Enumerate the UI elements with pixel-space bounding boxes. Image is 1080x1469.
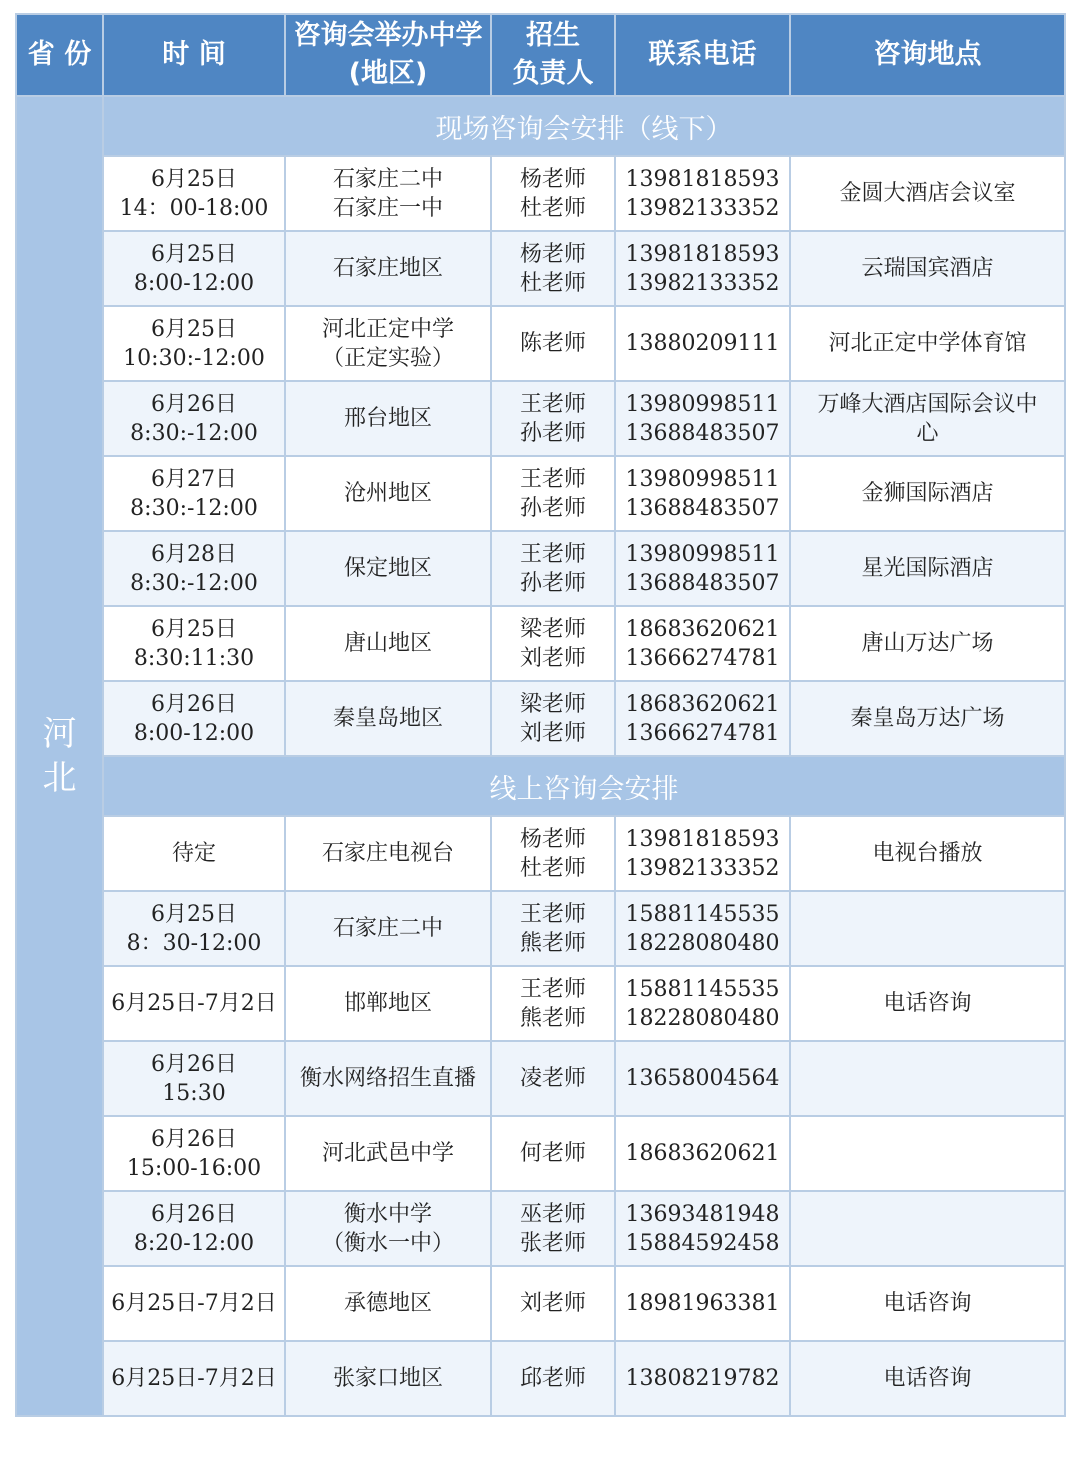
person-line: 杜老师 (519, 855, 586, 881)
phone-line: 15881145535 (625, 901, 780, 927)
online-row (16, 816, 1065, 891)
schedule-table (15, 13, 1066, 1417)
online-phone-cell (615, 1191, 790, 1266)
header-person-line: 负责人 (512, 58, 594, 89)
offline-location-cell (790, 606, 1065, 681)
location-line: 电话咨询 (883, 991, 972, 1016)
person-line: 刘老师 (519, 1291, 586, 1316)
school-line: 承德地区 (343, 1291, 432, 1316)
offline-school-cell (285, 606, 491, 681)
online-phone-cell (615, 1116, 790, 1191)
phone-line: 18683620621 (625, 1141, 780, 1166)
header-province: 省 份 (16, 14, 103, 96)
phone-line: 13980998511 (625, 541, 780, 567)
online-time-cell (103, 1041, 285, 1116)
school-line: 石家庄电视台 (321, 841, 454, 866)
person-line: 王老师 (519, 901, 586, 927)
offline-school-cell (285, 306, 491, 381)
phone-line: 18228080480 (625, 1005, 780, 1031)
online-location-cell (790, 1041, 1065, 1116)
time-line: 6月25日 (151, 901, 237, 927)
location-line: 秦皇岛万达广场 (850, 706, 1005, 731)
phone-line: 13688483507 (625, 420, 780, 446)
school-line: 邯郸地区 (343, 991, 432, 1016)
person-line: 王老师 (519, 976, 586, 1002)
offline-time-cell (103, 231, 285, 306)
offline-row (16, 456, 1065, 531)
location-line: 河北正定中学体育馆 (828, 331, 1027, 356)
offline-time-cell (103, 681, 285, 756)
school-line: 石家庄二中 (332, 166, 443, 192)
person-line: 凌老师 (519, 1066, 586, 1091)
offline-location-cell (790, 681, 1065, 756)
online-row (16, 1191, 1065, 1266)
school-line: 石家庄二中 (332, 916, 443, 941)
online-row (16, 891, 1065, 966)
offline-row (16, 231, 1065, 306)
offline-row (16, 381, 1065, 456)
online-time-cell (103, 1116, 285, 1191)
time-line: 6月25日 (151, 316, 237, 342)
online-row (16, 966, 1065, 1041)
time-line: 8:00-12:00 (133, 270, 255, 296)
phone-line: 13808219782 (625, 1366, 780, 1391)
person-line: 孙老师 (519, 495, 586, 521)
person-line: 梁老师 (519, 616, 586, 642)
school-line: 唐山地区 (343, 631, 432, 656)
location-line: 电话咨询 (883, 1291, 972, 1316)
phone-line: 13981818593 (625, 826, 780, 852)
time-line: 8:30:11:30 (133, 645, 255, 671)
online-time-cell (103, 891, 285, 966)
online-school-cell (285, 891, 491, 966)
online-section-row (16, 756, 1065, 816)
location-line: 万峰大酒店国际会议中 (817, 391, 1038, 417)
online-person-cell (491, 1041, 615, 1116)
location-line: 电话咨询 (883, 1366, 972, 1391)
time-line: 待定 (171, 841, 216, 866)
offline-person-cell (491, 306, 615, 381)
phone-line: 13666274781 (625, 645, 780, 671)
person-line: 王老师 (519, 541, 586, 567)
phone-line: 18683620621 (625, 616, 780, 642)
time-line: 8：30-12:00 (126, 930, 262, 956)
phone-line: 13693481948 (625, 1201, 780, 1227)
time-line: 6月25日-7月2日 (111, 1291, 277, 1316)
offline-time-cell (103, 606, 285, 681)
offline-person-cell (491, 606, 615, 681)
time-line: 6月25日-7月2日 (111, 1366, 277, 1391)
offline-time-cell (103, 381, 285, 456)
offline-row (16, 306, 1065, 381)
person-line: 巫老师 (519, 1201, 586, 1227)
time-line: 14：00-18:00 (119, 195, 269, 221)
time-line: 8:30:-12:00 (130, 420, 258, 446)
person-line: 王老师 (519, 391, 586, 417)
school-line: 秦皇岛地区 (332, 706, 443, 731)
phone-line: 13982133352 (625, 195, 780, 221)
offline-location-cell (790, 531, 1065, 606)
online-phone-cell (615, 816, 790, 891)
time-line: 8:00-12:00 (133, 720, 255, 746)
time-line: 6月25日 (151, 616, 237, 642)
phone-line: 18228080480 (625, 930, 780, 956)
phone-line: 13688483507 (625, 570, 780, 596)
online-time-cell (103, 816, 285, 891)
time-line: 8:20-12:00 (133, 1230, 255, 1256)
phone-line: 15881145535 (625, 976, 780, 1002)
offline-person-cell (491, 456, 615, 531)
offline-phone-cell (615, 231, 790, 306)
province-char: 北 (42, 758, 77, 798)
school-line: 河北正定中学 (321, 316, 454, 342)
offline-school-cell (285, 231, 491, 306)
online-phone-cell (615, 891, 790, 966)
time-line: 6月26日 (151, 391, 237, 417)
person-line: 梁老师 (519, 691, 586, 717)
online-school-cell (285, 966, 491, 1041)
location-line: 心 (916, 420, 939, 446)
offline-time-cell (103, 306, 285, 381)
phone-line: 18683620621 (625, 691, 780, 717)
person-line: 何老师 (519, 1141, 586, 1166)
offline-phone-cell (615, 306, 790, 381)
offline-time-cell (103, 531, 285, 606)
time-line: 6月28日 (151, 541, 237, 567)
header-school-line: 咨询会举办中学 (293, 20, 483, 51)
person-line: 熊老师 (519, 1005, 586, 1031)
offline-time-cell (103, 156, 285, 231)
person-line: 杜老师 (519, 270, 586, 296)
person-line: 王老师 (519, 466, 586, 492)
online-time-cell (103, 1266, 285, 1341)
offline-person-cell (491, 531, 615, 606)
online-location-cell (790, 1191, 1065, 1266)
time-line: 6月25日 (151, 241, 237, 267)
online-row (16, 1041, 1065, 1116)
school-line: （衡水一中） (321, 1230, 454, 1256)
offline-phone-cell (615, 156, 790, 231)
online-row (16, 1341, 1065, 1416)
phone-line: 13980998511 (625, 466, 780, 492)
person-line: 孙老师 (519, 570, 586, 596)
header-school (285, 14, 491, 96)
offline-location-cell (790, 156, 1065, 231)
online-person-cell (491, 1116, 615, 1191)
location-line: 电视台播放 (872, 841, 983, 866)
online-person-cell (491, 891, 615, 966)
time-line: 6月25日 (151, 166, 237, 192)
offline-person-cell (491, 156, 615, 231)
person-line: 刘老师 (519, 720, 586, 746)
province-char: 河 (42, 714, 77, 754)
offline-row (16, 156, 1065, 231)
school-line: 石家庄地区 (332, 256, 443, 281)
offline-school-cell (285, 456, 491, 531)
offline-phone-cell (615, 381, 790, 456)
location-line: 金圆大酒店会议室 (839, 181, 1016, 206)
offline-school-cell (285, 381, 491, 456)
offline-location-cell (790, 231, 1065, 306)
online-row (16, 1266, 1065, 1341)
person-line: 杨老师 (519, 241, 586, 267)
time-line: 15:30 (162, 1080, 226, 1106)
person-line: 陈老师 (519, 331, 586, 356)
offline-row (16, 681, 1065, 756)
online-location-cell (790, 966, 1065, 1041)
online-school-cell (285, 1041, 491, 1116)
offline-phone-cell (615, 531, 790, 606)
location-line: 星光国际酒店 (861, 556, 994, 581)
person-line: 刘老师 (519, 645, 586, 671)
online-person-cell (491, 1341, 615, 1416)
offline-row (16, 531, 1065, 606)
offline-person-cell (491, 681, 615, 756)
online-phone-cell (615, 1341, 790, 1416)
offline-section-row (16, 96, 1065, 156)
offline-location-cell (790, 306, 1065, 381)
time-line: 8:30:-12:00 (130, 570, 258, 596)
online-school-cell (285, 1116, 491, 1191)
header-school-line: (地区) (348, 58, 428, 89)
phone-line: 13982133352 (625, 270, 780, 296)
offline-person-cell (491, 231, 615, 306)
person-line: 孙老师 (519, 420, 586, 446)
time-line: 6月26日 (151, 1126, 237, 1152)
phone-line: 13981818593 (625, 166, 780, 192)
person-line: 熊老师 (519, 930, 586, 956)
phone-line: 13666274781 (625, 720, 780, 746)
school-line: 衡水网络招生直播 (299, 1066, 476, 1091)
phone-line: 13981818593 (625, 241, 780, 267)
time-line: 6月26日 (151, 691, 237, 717)
time-line: 6月27日 (151, 466, 237, 492)
school-line: 沧州地区 (343, 481, 432, 506)
person-line: 杨老师 (519, 826, 586, 852)
online-person-cell (491, 966, 615, 1041)
location-line: 唐山万达广场 (861, 631, 994, 656)
phone-line: 15884592458 (625, 1230, 780, 1256)
school-line: 石家庄一中 (332, 195, 443, 221)
online-person-cell (491, 1266, 615, 1341)
offline-school-cell (285, 531, 491, 606)
online-location-cell (790, 816, 1065, 891)
offline-school-cell (285, 681, 491, 756)
time-line: 8:30:-12:00 (130, 495, 258, 521)
offline-phone-cell (615, 456, 790, 531)
time-line: 6月26日 (151, 1201, 237, 1227)
province-cell (16, 96, 103, 1416)
phone-line: 13880209111 (625, 331, 780, 356)
online-time-cell (103, 1191, 285, 1266)
time-line: 10:30:-12:00 (123, 345, 265, 371)
person-line: 邱老师 (519, 1366, 586, 1391)
header-location: 咨询地点 (790, 14, 1065, 96)
phone-line: 13688483507 (625, 495, 780, 521)
phone-line: 13982133352 (625, 855, 780, 881)
time-line: 6月26日 (151, 1051, 237, 1077)
offline-location-cell (790, 456, 1065, 531)
offline-time-cell (103, 456, 285, 531)
online-phone-cell (615, 966, 790, 1041)
online-location-cell (790, 891, 1065, 966)
phone-line: 13980998511 (625, 391, 780, 417)
person-line: 杨老师 (519, 166, 586, 192)
person-line: 杜老师 (519, 195, 586, 221)
online-time-cell (103, 966, 285, 1041)
online-school-cell (285, 816, 491, 891)
online-person-cell (491, 1191, 615, 1266)
school-line: 邢台地区 (343, 406, 432, 431)
offline-phone-cell (615, 681, 790, 756)
offline-person-cell (491, 381, 615, 456)
school-line: （正定实验） (321, 345, 454, 371)
online-section-title: 线上咨询会安排 (103, 756, 1065, 816)
phone-line: 18981963381 (625, 1291, 780, 1316)
school-line: 保定地区 (343, 556, 432, 581)
location-line: 金狮国际酒店 (861, 481, 994, 506)
online-location-cell (790, 1116, 1065, 1191)
school-line: 张家口地区 (332, 1366, 443, 1391)
time-line: 15:00-16:00 (126, 1155, 262, 1181)
online-phone-cell (615, 1266, 790, 1341)
offline-school-cell (285, 156, 491, 231)
header-phone: 联系电话 (615, 14, 790, 96)
header-person (491, 14, 615, 96)
online-location-cell (790, 1341, 1065, 1416)
header-time: 时 间 (103, 14, 285, 96)
online-phone-cell (615, 1041, 790, 1116)
school-line: 衡水中学 (343, 1201, 432, 1227)
header-person-line: 招生 (526, 20, 580, 51)
header-row (16, 14, 1065, 96)
location-line: 云瑞国宾酒店 (861, 256, 994, 281)
online-school-cell (285, 1341, 491, 1416)
online-school-cell (285, 1191, 491, 1266)
phone-line: 13658004564 (625, 1066, 780, 1091)
offline-phone-cell (615, 606, 790, 681)
offline-row (16, 606, 1065, 681)
online-row (16, 1116, 1065, 1191)
online-location-cell (790, 1266, 1065, 1341)
online-time-cell (103, 1341, 285, 1416)
school-line: 河北武邑中学 (321, 1141, 454, 1166)
offline-section-title: 现场咨询会安排（线下） (103, 96, 1065, 156)
time-line: 6月25日-7月2日 (111, 991, 277, 1016)
online-school-cell (285, 1266, 491, 1341)
online-person-cell (491, 816, 615, 891)
offline-location-cell (790, 381, 1065, 456)
person-line: 张老师 (519, 1230, 586, 1256)
